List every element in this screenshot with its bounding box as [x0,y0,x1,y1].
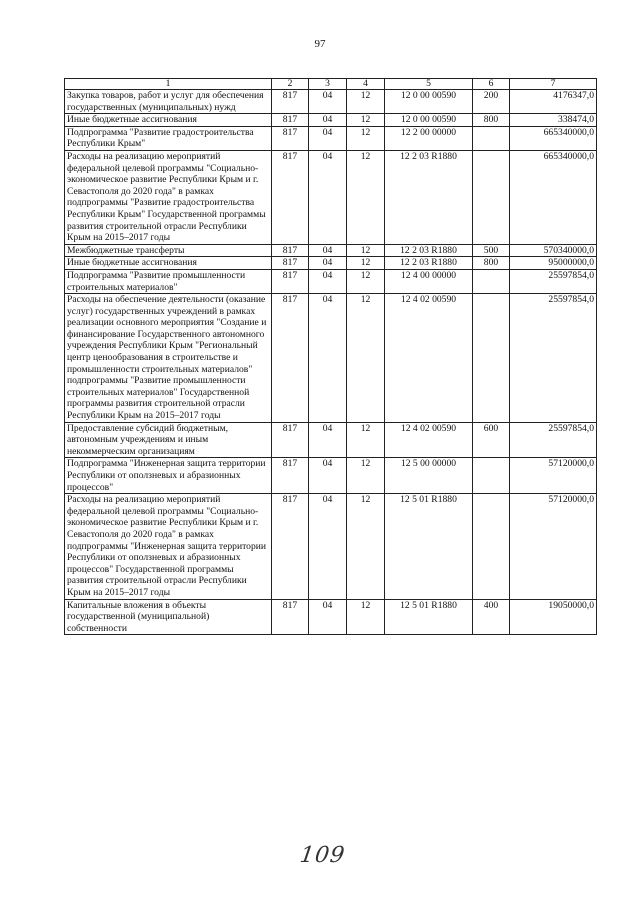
row-section-cell: 04 [309,494,347,599]
row-section-cell: 04 [309,244,347,257]
row-code-cell: 817 [272,599,309,635]
header-col-5: 5 [385,79,473,90]
row-target-article-cell: 12 4 02 00590 [385,294,473,423]
row-section-cell: 04 [309,294,347,423]
table-row [65,494,597,599]
row-code-cell: 817 [272,294,309,423]
header-col-3: 3 [309,79,347,90]
row-section-cell: 04 [309,422,347,458]
row-subsection-cell: 12 [347,150,385,244]
row-code-cell: 817 [272,269,309,293]
header-col-1: 1 [65,79,272,90]
row-amount-cell: 570340000,0 [510,244,597,257]
row-name-cell: Иные бюджетные ассигнования [65,257,272,270]
row-target-article-cell: 12 5 00 00000 [385,458,473,494]
table-row [65,599,597,635]
row-expense-type-cell: 200 [473,90,510,114]
row-expense-type-cell [473,294,510,423]
row-section-cell: 04 [309,126,347,150]
row-section-cell: 04 [309,269,347,293]
table-row [65,257,597,270]
row-section-cell: 04 [309,150,347,244]
row-section-cell: 04 [309,458,347,494]
row-expense-type-cell: 800 [473,114,510,127]
row-amount-cell: 665340000,0 [510,126,597,150]
header-col-4: 4 [347,79,385,90]
row-name-cell: Расходы на реализацию мероприятий федеральной целевой программы "Социально-экономическое развитие Республики Крым и г. Севастополя до 2020 года" в рамках подпрограммы "Инженерная защита территории Республики от оползневых и абразионных процессов" Государственной программы развития строительной отрасли Республики Крым на 2015–2017 годы [65,494,272,599]
row-subsection-cell: 12 [347,422,385,458]
table-row [65,90,597,114]
header-col-6: 6 [473,79,510,90]
row-subsection-cell: 12 [347,114,385,127]
row-code-cell: 817 [272,244,309,257]
row-target-article-cell: 12 4 00 00000 [385,269,473,293]
row-amount-cell: 19050000,0 [510,599,597,635]
header-col-2: 2 [272,79,309,90]
table-row [65,422,597,458]
row-code-cell: 817 [272,257,309,270]
row-name-cell: Межбюджетные трансферты [65,244,272,257]
row-code-cell: 817 [272,150,309,244]
row-subsection-cell: 12 [347,494,385,599]
row-expense-type-cell [473,494,510,599]
row-target-article-cell: 12 5 01 R1880 [385,494,473,599]
row-name-cell: Подпрограмма "Развитие градостроительства Республики Крым" [65,126,272,150]
row-name-cell: Иные бюджетные ассигнования [65,114,272,127]
row-subsection-cell: 12 [347,126,385,150]
row-code-cell: 817 [272,90,309,114]
row-target-article-cell: 12 5 01 R1880 [385,599,473,635]
row-target-article-cell: 12 2 00 00000 [385,126,473,150]
row-target-article-cell: 12 0 00 00590 [385,90,473,114]
page-number: 97 [314,38,326,50]
row-target-article-cell: 12 2 03 R1880 [385,257,473,270]
row-subsection-cell: 12 [347,458,385,494]
row-target-article-cell: 12 2 03 R1880 [385,244,473,257]
row-section-cell: 04 [309,90,347,114]
row-name-cell: Капитальные вложения в объекты государственной (муниципальной) собственности [65,599,272,635]
row-subsection-cell: 12 [347,269,385,293]
table-header-row [65,79,597,90]
row-amount-cell: 25597854,0 [510,269,597,293]
row-name-cell: Расходы на обеспечение деятельности (оказание услуг) государственных учреждений в рамках реализации основного мероприятия "Создание и финансирование Государственного автономного учреждения Республики Крым "Региональный центр ценообразования в строительстве и промышленности строительных материалов" подпрограммы "Развитие промышленности строительных материалов" Государственной программы развития строительной отрасли Республики Крым на 2015–2017 годы [65,294,272,423]
table-row [65,269,597,293]
row-subsection-cell: 12 [347,244,385,257]
row-amount-cell: 25597854,0 [510,294,597,423]
row-name-cell: Подпрограмма "Развитие промышленности строительных материалов" [65,269,272,293]
row-expense-type-cell: 600 [473,422,510,458]
row-amount-cell: 25597854,0 [510,422,597,458]
row-amount-cell: 4176347,0 [510,90,597,114]
row-target-article-cell: 12 0 00 00590 [385,114,473,127]
handwritten-page-number: 109 [298,843,347,868]
row-expense-type-cell [473,269,510,293]
row-expense-type-cell [473,126,510,150]
row-section-cell: 04 [309,257,347,270]
row-amount-cell: 57120000,0 [510,458,597,494]
row-subsection-cell: 12 [347,90,385,114]
row-amount-cell: 665340000,0 [510,150,597,244]
table-row [65,150,597,244]
row-expense-type-cell: 400 [473,599,510,635]
table-row [65,126,597,150]
row-code-cell: 817 [272,422,309,458]
row-name-cell: Закупка товаров, работ и услуг для обеспечения государственных (муниципальных) нужд [65,90,272,114]
row-name-cell: Расходы на реализацию мероприятий федеральной целевой программы "Социально-экономическое развитие Республики Крым и г. Севастополя до 2020 года" в рамках подпрограммы "Развитие градостроительства Республики Крым" Государственной программы развития строительной отрасли Республики Крым на 2015–2017 годы [65,150,272,244]
row-target-article-cell: 12 4 02 00590 [385,422,473,458]
budget-table [64,78,597,635]
row-subsection-cell: 12 [347,599,385,635]
row-code-cell: 817 [272,114,309,127]
row-code-cell: 817 [272,458,309,494]
row-expense-type-cell [473,150,510,244]
row-code-cell: 817 [272,126,309,150]
row-name-cell: Предоставление субсидий бюджетным, автономным учреждениям и иным некоммерческим организациям [65,422,272,458]
row-section-cell: 04 [309,114,347,127]
row-amount-cell: 338474,0 [510,114,597,127]
row-expense-type-cell [473,458,510,494]
table-row [65,294,597,423]
row-expense-type-cell: 800 [473,257,510,270]
row-amount-cell: 95000000,0 [510,257,597,270]
row-code-cell: 817 [272,494,309,599]
row-target-article-cell: 12 2 03 R1880 [385,150,473,244]
row-section-cell: 04 [309,599,347,635]
row-expense-type-cell: 500 [473,244,510,257]
row-amount-cell: 57120000,0 [510,494,597,599]
row-name-cell: Подпрограмма "Инженерная защита территории Республики от оползневых и абразионных процессов" [65,458,272,494]
table-row [65,114,597,127]
row-subsection-cell: 12 [347,294,385,423]
header-col-7: 7 [510,79,597,90]
table-row [65,244,597,257]
table-row [65,458,597,494]
row-subsection-cell: 12 [347,257,385,270]
